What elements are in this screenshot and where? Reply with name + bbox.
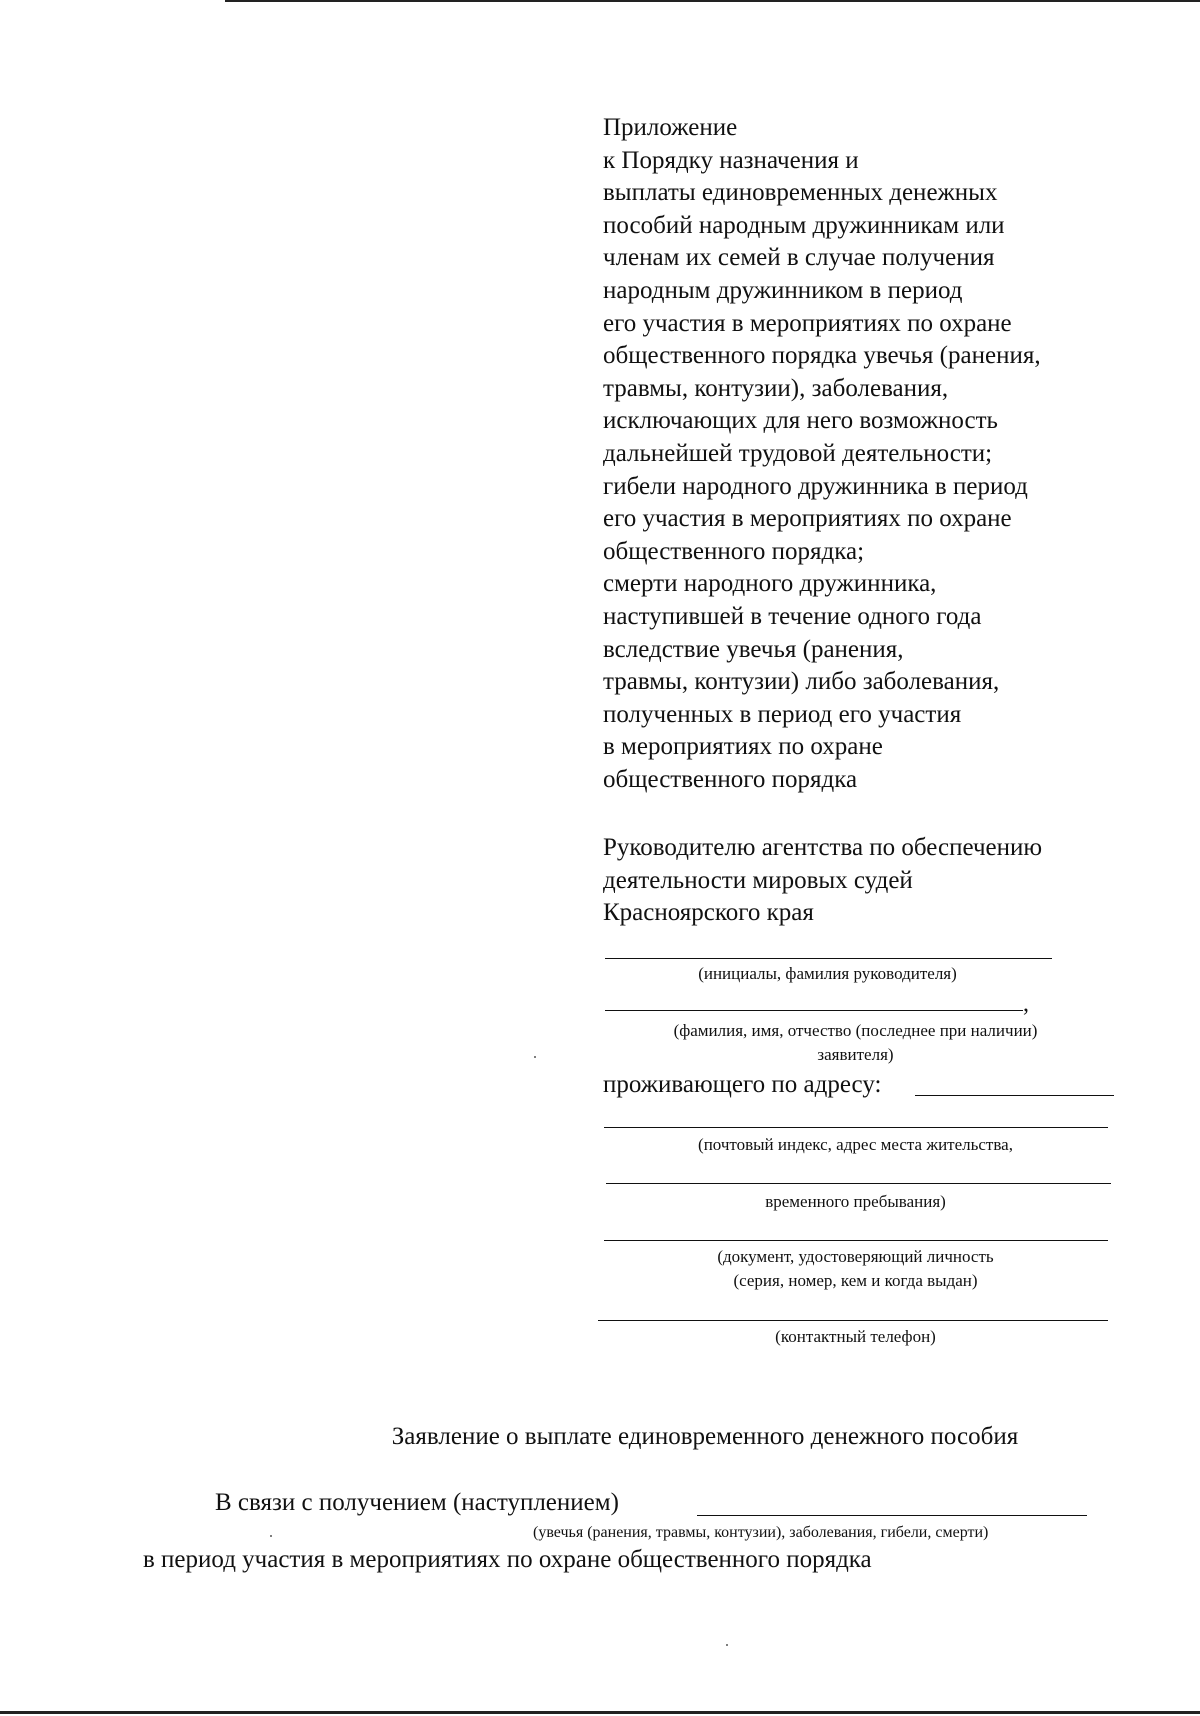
appendix-line: народным дружинником в период [603,276,963,304]
scan-top-edge [225,0,1200,2]
appendix-line: пособий народным дружинникам или [603,211,1005,239]
appendix-line: выплаты единовременных денежных [603,179,998,207]
appendix-line: в мероприятиях по охране [603,733,883,761]
addressee-line: Красноярского края [603,899,814,927]
event-type-caption: (увечья (ранения, травмы, контузии), заболевания, гибели, смерти) [533,1524,989,1541]
appendix-line: его участия в мероприятиях по охране [603,505,1012,533]
id-caption-line-1: (документ, удостоверяющий личность [717,1247,994,1266]
event-type-blank[interactable] [697,1515,1087,1516]
appendix-line: травмы, контузии), заболевания, [603,374,949,402]
appendix-line: общественного порядка [603,765,858,793]
phone-blank[interactable] [598,1320,1108,1321]
appendix-line: общественного порядка увечья (ранения, [603,342,1041,370]
statement-title: Заявление о выплате единовременного денежного пособия [391,1423,1019,1450]
address-blank-inline[interactable] [915,1095,1114,1096]
scan-speck [270,1535,272,1537]
residing-label: проживающего по адресу: [603,1071,882,1098]
address-blank-1[interactable] [604,1127,1108,1128]
phone-caption: (контактный телефон) [775,1327,936,1346]
appendix-line: членам их семей в случае получения [603,244,995,272]
appendix-line: гибели народного дружинника в период [603,472,1028,500]
appendix-line: наступившей в течение одного года [603,602,982,630]
id-caption-line-2: (серия, номер, кем и когда выдан) [733,1271,978,1290]
head-name-blank[interactable] [605,958,1052,959]
head-name-caption: (инициалы, фамилия руководителя) [698,964,957,983]
appendix-line: исключающих для него возможность [603,407,998,435]
scan-bottom-edge [0,1711,1200,1714]
appendix-line: его участия в мероприятиях по охране [603,309,1012,337]
appendix-line: общественного порядка; [603,537,865,565]
address-blank-2[interactable] [606,1183,1111,1184]
appendix-line: дальнейшей трудовой деятельности; [603,439,993,467]
appendix-line: Приложение [603,114,738,141]
address-caption-line-2: временного пребывания) [765,1192,946,1211]
appendix-header [603,112,1163,796]
addressee-line: деятельности мировых судей [603,866,913,894]
id-document-blank[interactable] [604,1240,1108,1241]
applicant-caption-line-2: заявителя) [817,1045,894,1064]
addressee-line: Руководителю агентства по обеспечению [603,834,1043,861]
address-caption-line-1: (почтовый индекс, адрес места жительства, [698,1135,1013,1154]
appendix-line: смерти народного дружинника, [603,570,937,598]
applicant-name-blank[interactable] [605,1010,1023,1011]
appendix-line: вследствие увечья (ранения, [603,635,904,663]
scan-speck [534,1056,536,1058]
statement-line-1: В связи с получением (наступлением) [215,1489,619,1516]
scan-speck [726,1644,728,1646]
appendix-line: к Порядку назначения и [603,146,859,174]
appendix-line: полученных в период его участия [603,700,962,728]
addressee-block [603,832,1163,930]
applicant-caption-line-1: (фамилия, имя, отчество (последнее при наличии) [673,1021,1038,1040]
appendix-line: травмы, контузии) либо заболевания, [603,668,1000,696]
statement-line-2: в период участия в мероприятиях по охране общественного порядка [143,1546,872,1573]
applicant-comma: , [1023,991,1029,1017]
